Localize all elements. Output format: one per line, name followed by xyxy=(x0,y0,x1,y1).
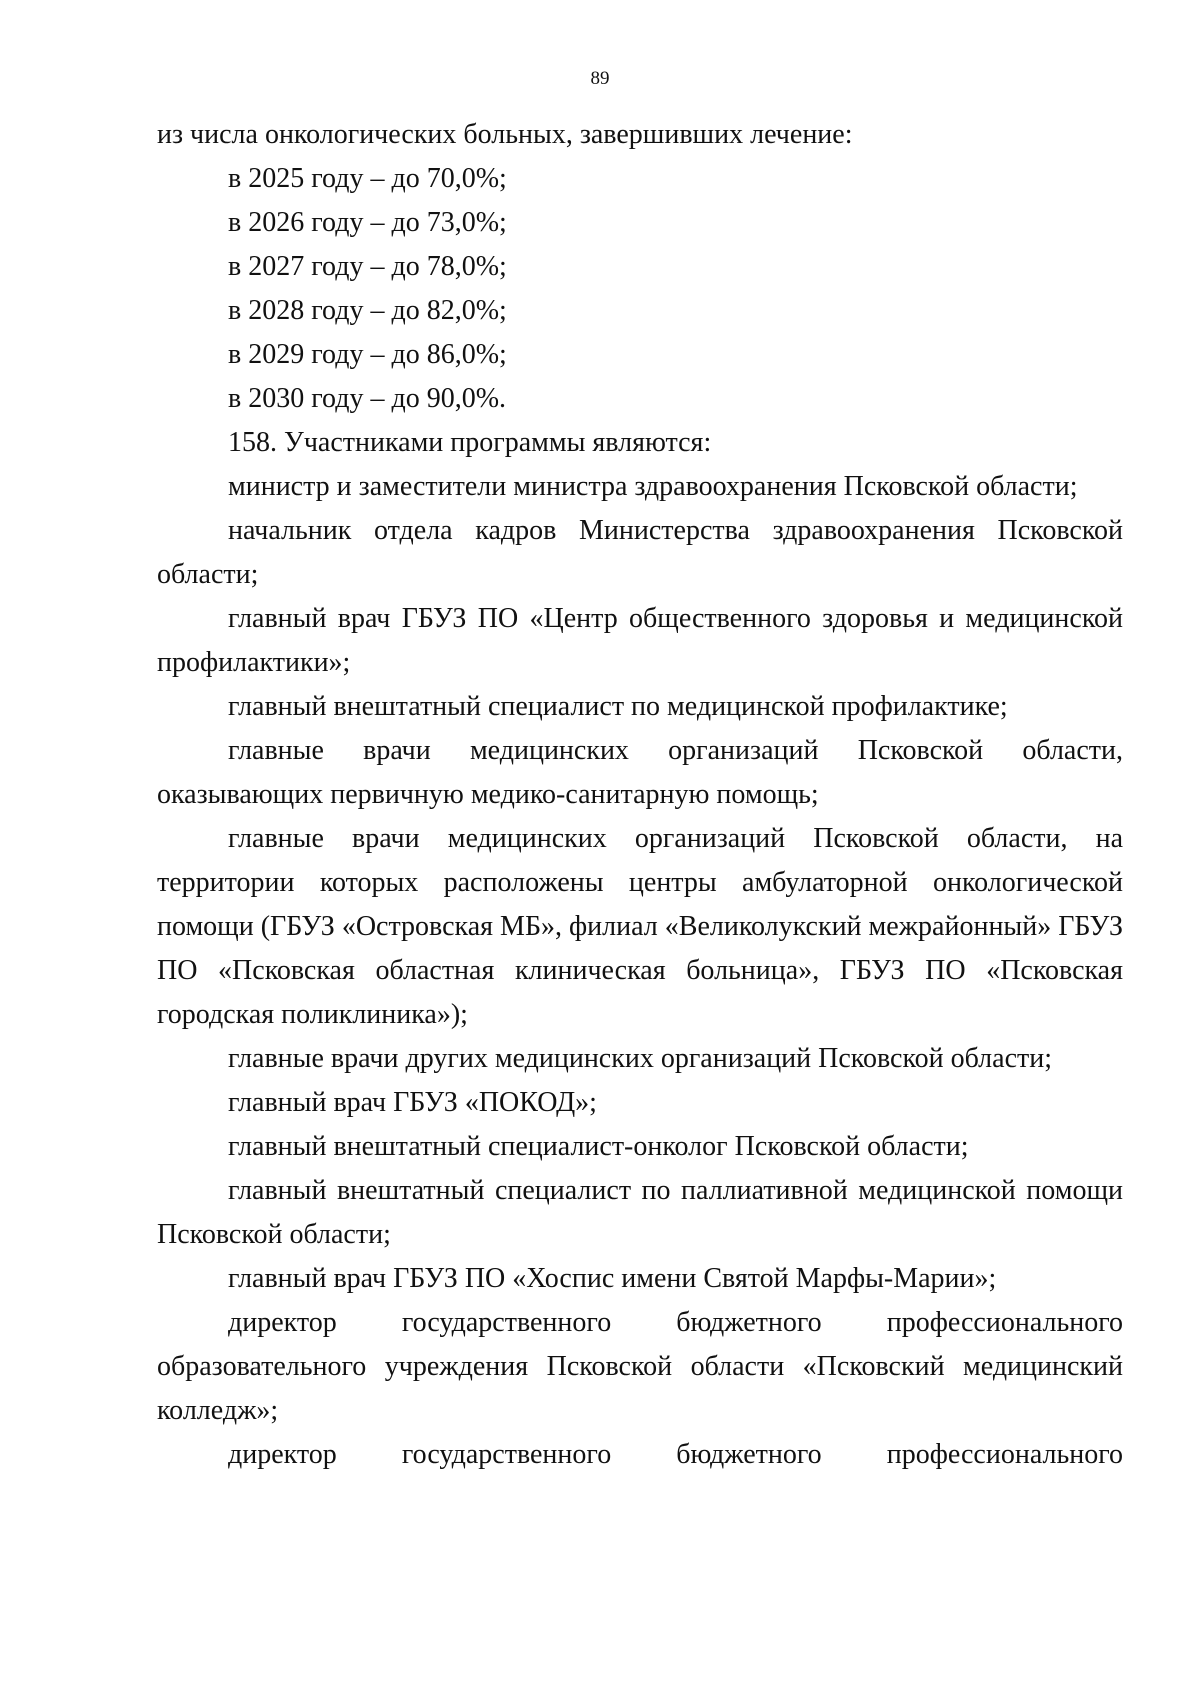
participant-item: главные врачи медицинских организаций Псковской области, на территории которых расположены центры амбулаторной онкологической помощи (ГБУЗ «Островская МБ», филиал «Великолукский межрайонный» ГБУЗ ПО «Псковская областная клиническая больница», ГБУЗ ПО «Псковская городская поликлиника»); xyxy=(157,823,1123,1030)
paragraph-list-intro: из числа онкологических больных, завершивших лечение: xyxy=(157,119,853,150)
list-item-2026: в 2026 году – до 73,0%; xyxy=(228,207,507,238)
list-item-2025: в 2025 году – до 70,0%; xyxy=(228,163,507,194)
list-item-2030: в 2030 году – до 90,0%. xyxy=(228,383,507,414)
participant-item: главный врач ГБУЗ ПО «Центр общественного здоровья и медицинской профилактики»; xyxy=(157,603,1123,678)
participant-item: главный внештатный специалист по медицинской профилактике; xyxy=(228,691,1008,722)
participant-item: начальник отдела кадров Министерства здравоохранения Псковской области; xyxy=(157,515,1123,590)
page-number: 89 xyxy=(590,68,610,89)
list-item-2029: в 2029 году – до 86,0%; xyxy=(228,339,507,370)
participant-item: главные врачи медицинских организаций Псковской области, оказывающих первичную медико-санитарную помощь; xyxy=(157,735,1123,810)
participant-item: главный врач ГБУЗ «ПОКОД»; xyxy=(228,1087,597,1118)
participant-item: директор государственного бюджетного профессионального xyxy=(228,1439,1123,1470)
participant-item: главный внештатный специалист-онколог Псковской области; xyxy=(228,1131,969,1162)
participant-item: главный врач ГБУЗ ПО «Хоспис имени Святой Марфы-Марии»; xyxy=(228,1263,997,1294)
section-158-heading: 158. Участниками программы являются: xyxy=(228,427,712,458)
participant-item: главный внештатный специалист по паллиативной медицинской помощи Псковской области; xyxy=(157,1175,1123,1250)
list-item-2027: в 2027 году – до 78,0%; xyxy=(228,251,507,282)
participant-item: директор государственного бюджетного профессионального образовательного учреждения Псковской области «Псковский медицинский колледж»; xyxy=(157,1307,1123,1426)
list-item-2028: в 2028 году – до 82,0%; xyxy=(228,295,507,326)
document-body xyxy=(157,113,1123,1477)
participant-item: главные врачи других медицинских организаций Псковской области; xyxy=(228,1043,1053,1074)
participant-item: министр и заместители министра здравоохранения Псковской области; xyxy=(228,471,1078,502)
